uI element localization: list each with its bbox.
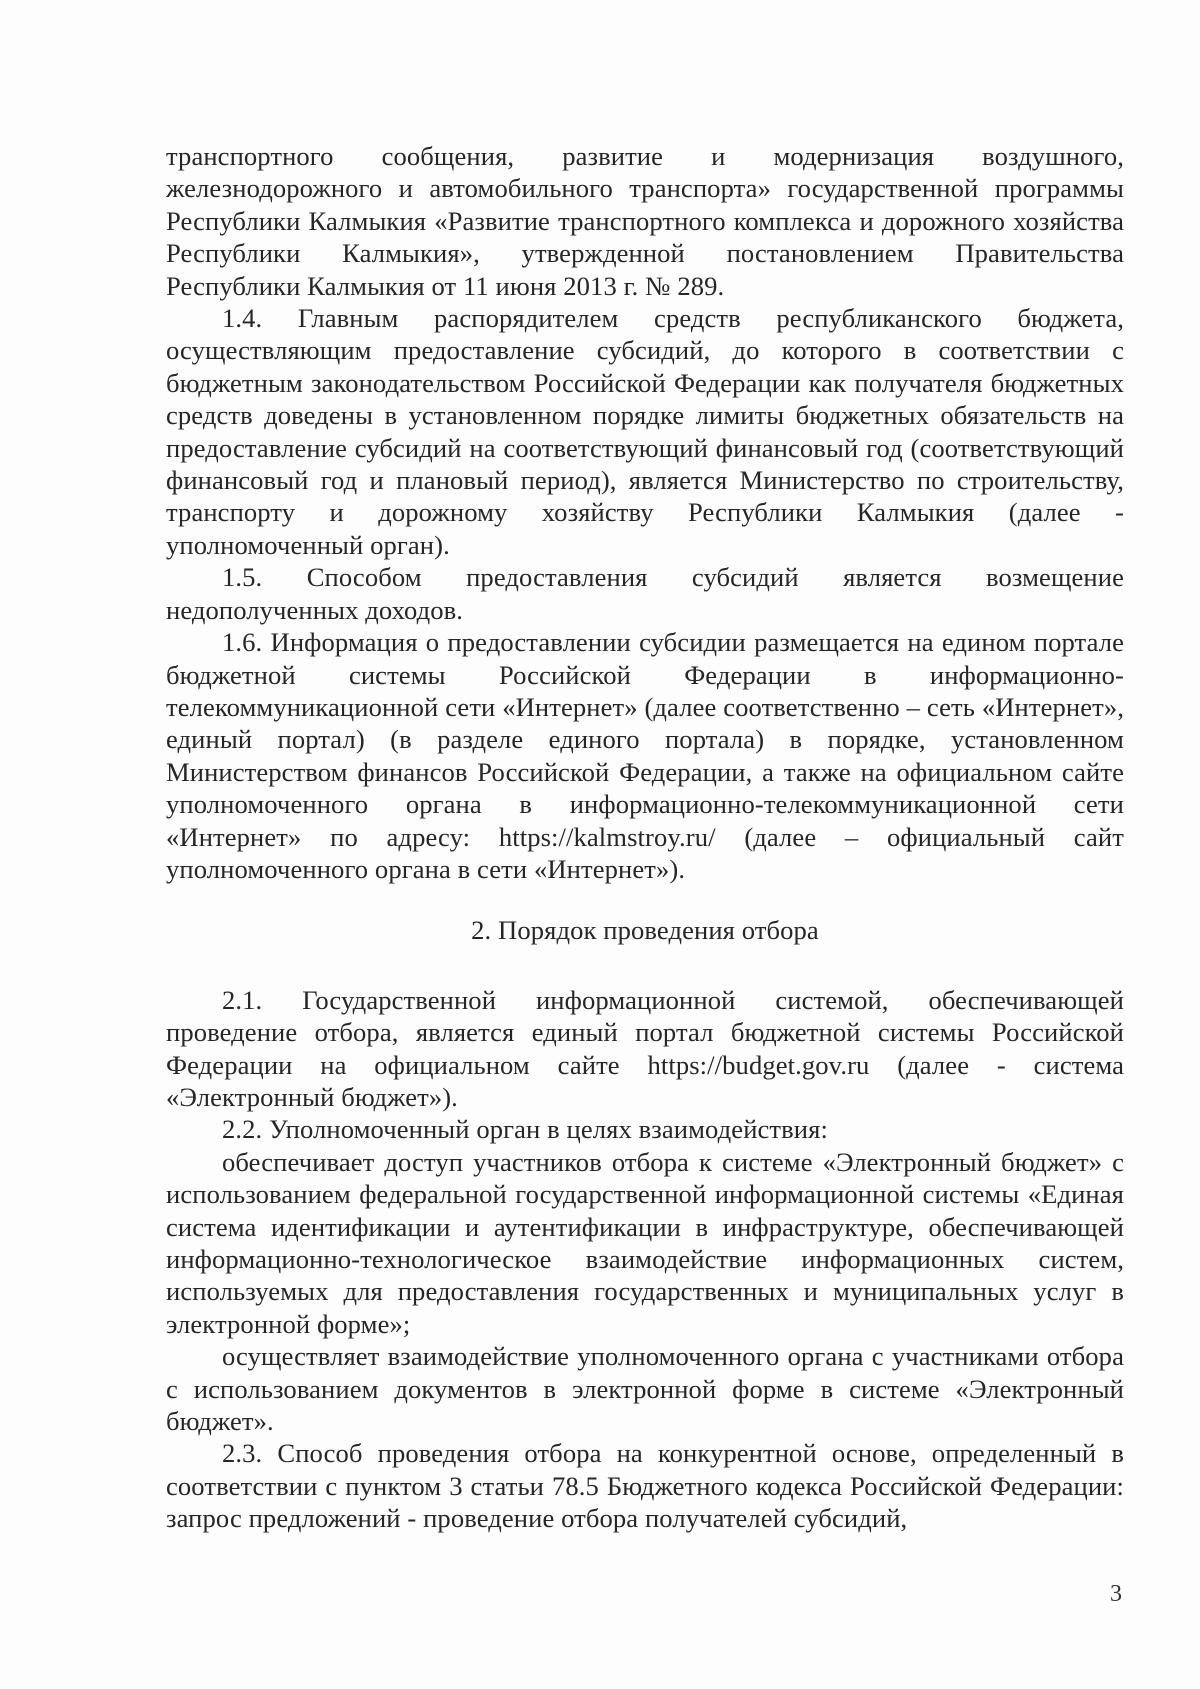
paragraph-1-5: 1.5. Способом предоставления субсидий является возмещение недополученных доходов. [166, 562, 1124, 625]
paragraph-2-2-item-1: обеспечивает доступ участников отбора к системе «Электронный бюджет» с использованием федеральной государственной информационной системы «Единая система идентификации и аутентификации в инфраструктуре, обеспечивающей информационно-технологическое взаимодействие информационных систем, используемых для предоставления государственных и муниципальных услуг в электронной форме»; [166, 1146, 1124, 1339]
paragraph-continuation: транспортного сообщения, развитие и модернизация воздушного, железнодорожного и автомобильного транспорта» государственной программы Республики Калмыкия «Развитие транспортного комплекса и дорожного хозяйства Республики Калмыкия», утвержденной постановлением Правительства Республики Калмыкия от 11 июня 2013 г. № 289. [166, 141, 1124, 301]
document-body [166, 140, 1124, 1535]
paragraph-2-2: 2.2. Уполномоченный орган в целях взаимодействия: [222, 1114, 828, 1145]
paragraph-1-4: 1.4. Главным распорядителем средств республиканского бюджета, осуществляющим предоставление субсидий, до которого в соответствии с бюджетным законодательством Российской Федерации как получателя бюджетных средств доведены в установленном порядке лимиты бюджетных обязательств на предоставление субсидий на соответствующий финансовый год (соответствующий финансовый год и плановый период), является Министерство по строительству, транспорту и дорожному хозяйству Республики Калмыкия (далее - уполномоченный орган). [166, 303, 1124, 560]
paragraph-1-6: 1.6. Информация о предоставлении субсидии размещается на едином портале бюджетной системы Российской Федерации в информационно-телекоммуникационной сети «Интернет» (далее соответственно – сеть «Интернет», единый портал) (в разделе единого портала) в порядке, установленном Министерством финансов Российской Федерации, а также на официальном сайте уполномоченного органа в информационно-телекоммуникационной сети «Интернет» по адресу: https://kalmstroy.ru/ (далее – официальный сайт уполномоченного органа в сети «Интернет»). [166, 627, 1124, 884]
paragraph-2-1: 2.1. Государственной информационной системой, обеспечивающей проведение отбора, является единый портал бюджетной системы Российской Федерации на официальном сайте https://budget.gov.ru (далее - система «Электронный бюджет»). [166, 984, 1124, 1112]
section-heading: 2. Порядок проведения отбора [471, 915, 819, 946]
paragraph-2-2-item-2: осуществляет взаимодействие уполномоченного органа с участниками отбора с использованием документов в электронной форме в системе «Электронный бюджет». [166, 1341, 1124, 1437]
paragraph-2-3: 2.3. Способ проведения отбора на конкурентной основе, определенный в соответствии с пунктом 3 статьи 78.5 Бюджетного кодекса Российской Федерации: запрос предложений - проведение отбора получателей субсидий, [166, 1438, 1124, 1534]
page-number: 3 [1110, 1581, 1122, 1607]
